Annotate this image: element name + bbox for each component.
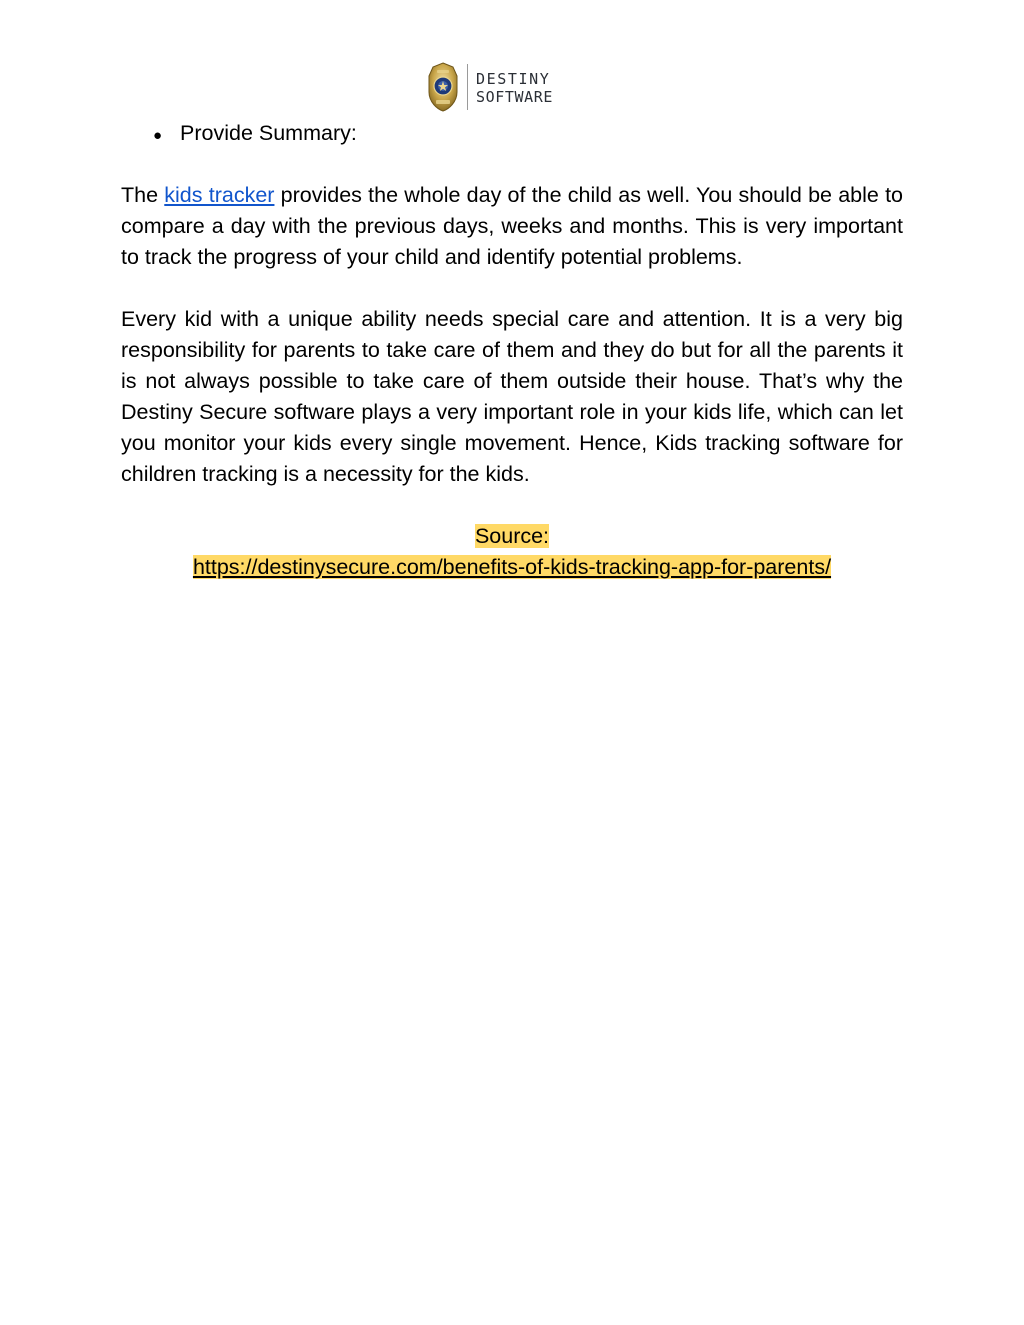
logo-line1: DESTINY bbox=[476, 70, 551, 88]
source-label: Source: bbox=[474, 524, 550, 548]
bullet-text: Provide Summary: bbox=[180, 121, 357, 145]
bullet-icon: ● bbox=[153, 127, 163, 144]
paragraph-kids-tracker bbox=[121, 180, 903, 273]
kids-tracker-link[interactable]: kids tracker bbox=[164, 183, 275, 207]
destiny-software-wordmark bbox=[476, 69, 600, 105]
header-logo bbox=[427, 61, 607, 113]
bullet-item bbox=[153, 118, 903, 149]
source-url-link[interactable]: https://destinysecure.com/benefits-of-kids-tracking-app-for-parents/ bbox=[192, 555, 832, 579]
logo-divider bbox=[467, 64, 468, 110]
para1-before-link: The bbox=[121, 183, 165, 207]
document-body bbox=[121, 118, 903, 583]
paragraph-unique-ability: Every kid with a unique ability needs special care and attention. It is a very big responsibility for parents to take care of them and they do but for all the parents it is not always possible to take care of them outside their house. That’s why the Destiny Secure software plays a very important role in your kids life, which can let you monitor your kids every single movement. Hence, Kids tracking software for children tracking is a necessity for the kids. bbox=[121, 307, 903, 486]
source-block bbox=[121, 521, 903, 583]
para1-after-link: provides the whole day of the child as well. You should be able to compare a day with the previous days, weeks and months. This is very important to track the progress of your child and identify potential problems. bbox=[121, 183, 904, 269]
police-badge-icon bbox=[427, 62, 459, 112]
logo-line2: SOFTWARE bbox=[476, 88, 554, 105]
